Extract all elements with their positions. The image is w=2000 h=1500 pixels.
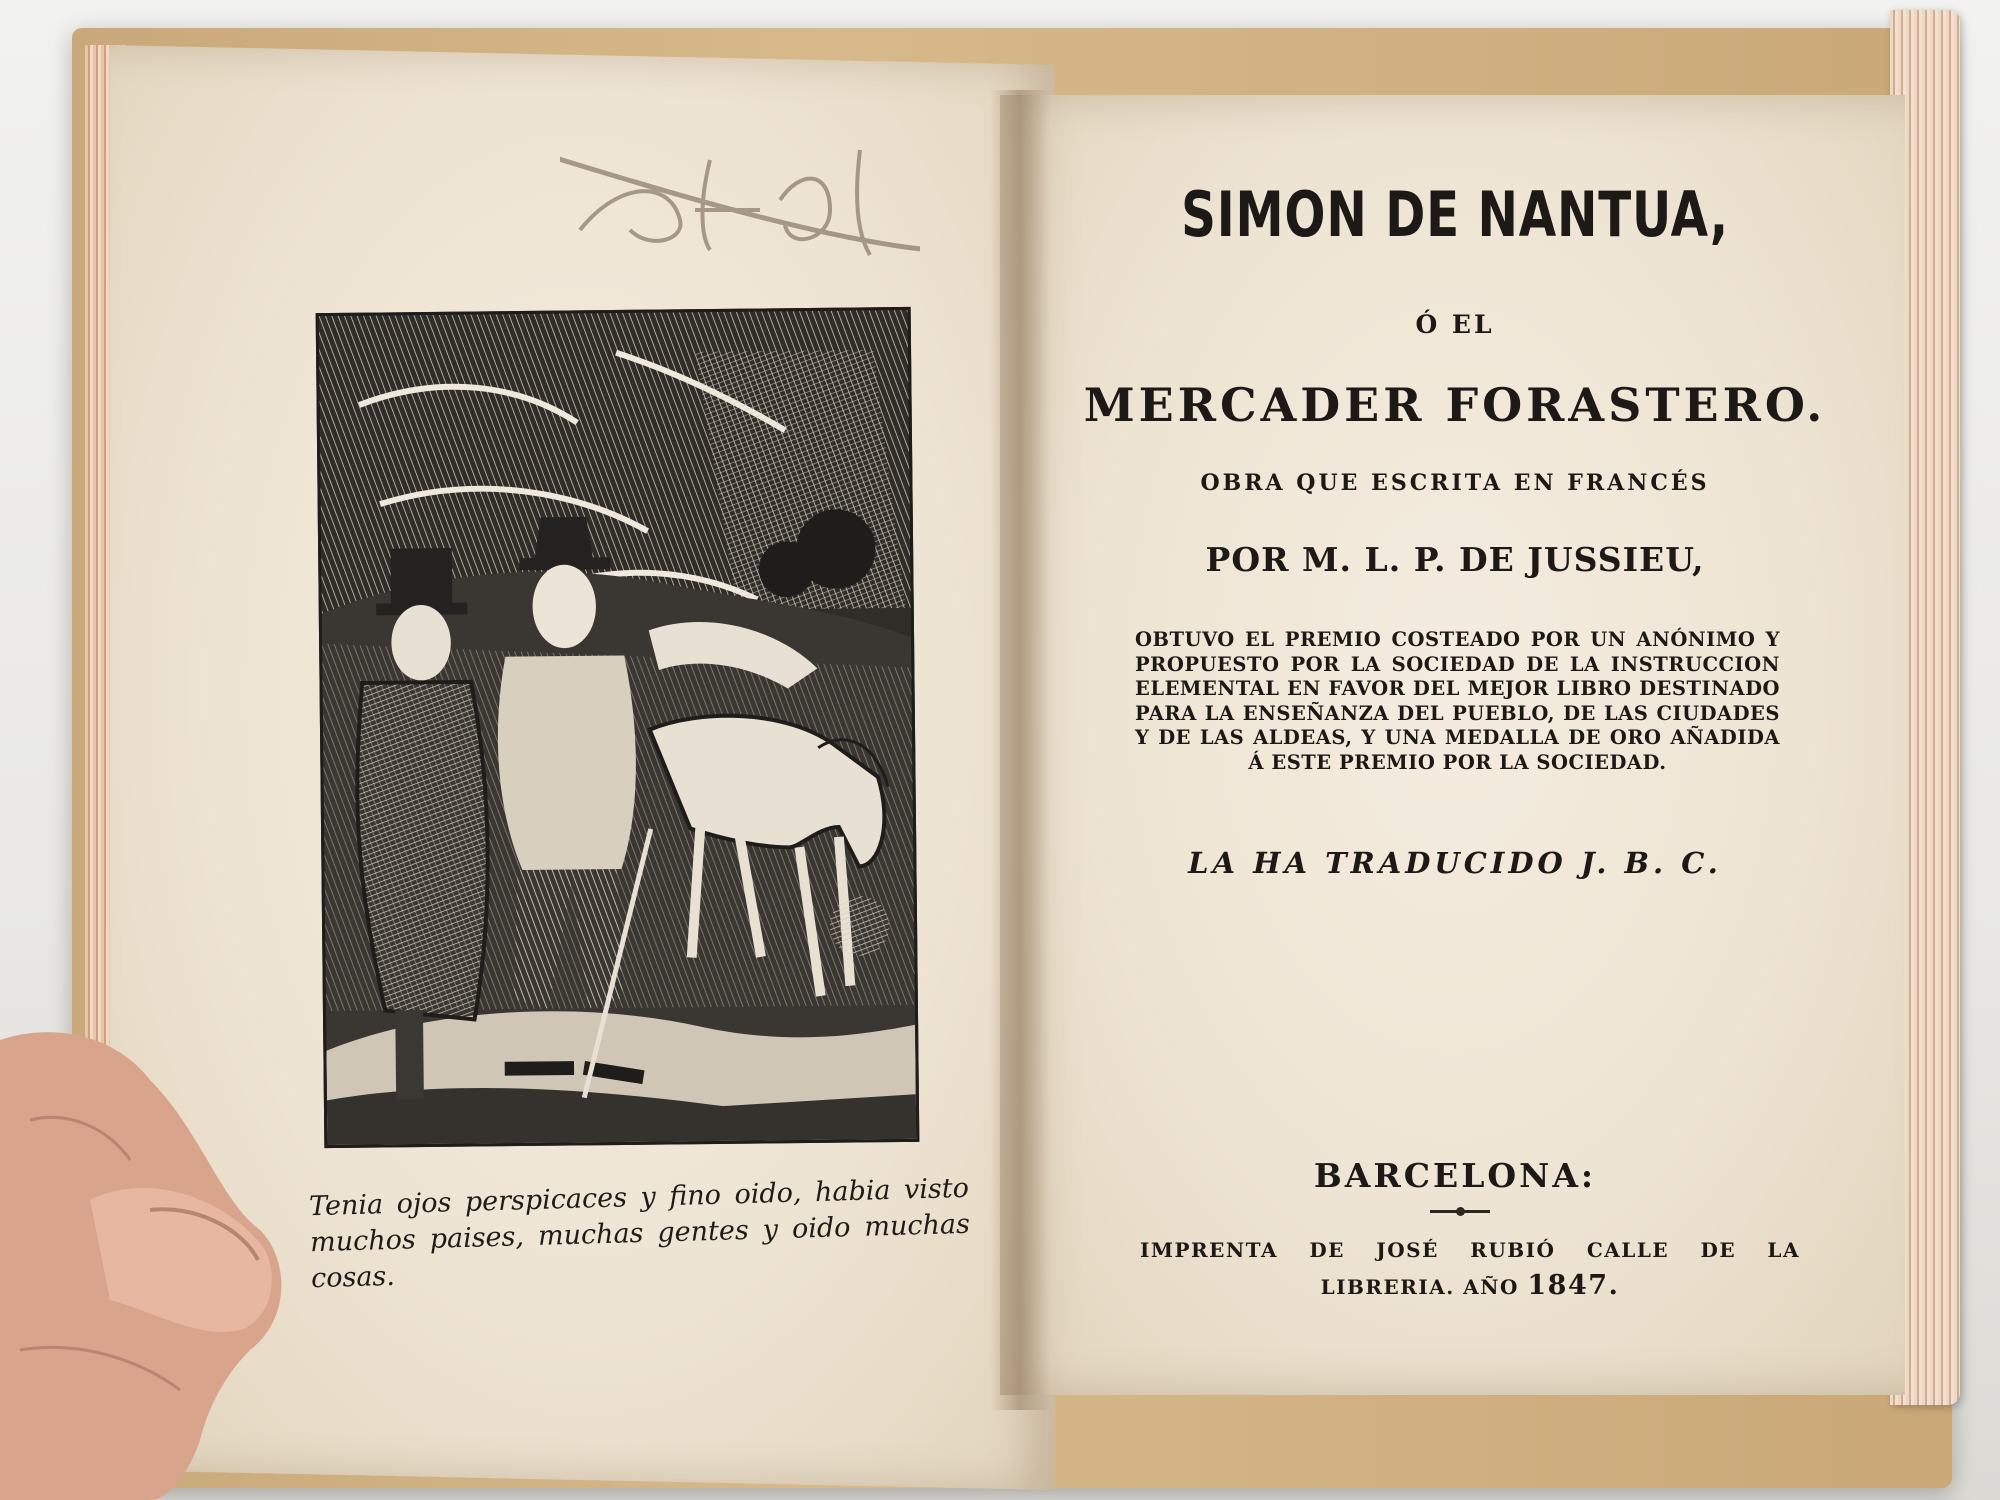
written-in-line: OBRA QUE ESCRITA EN FRANCÉS <box>1200 470 1710 496</box>
ornamental-rule <box>1430 1210 1490 1213</box>
pencil-inscription <box>560 140 920 260</box>
woodcut-caption: Tenia ojos perspicaces y fino oido, habia visto muchos paises, muchas gentes y oido muchas cosas. <box>308 1172 971 1295</box>
author-line: POR M. L. P. DE JUSSIEU, <box>1205 540 1705 579</box>
imprint-year: 1847. <box>1527 1270 1620 1301</box>
holding-hand <box>0 1020 300 1500</box>
prize-description: OBTUVO EL PREMIO COSTEADO POR UN ANÓNIMO Y PROPUESTO POR LA SOCIEDAD DE LA INSTRUCCION ELEMENTAL EN FAVOR DEL MEJOR LIBRO DESTINADO PARA LA ENSEÑANZA DEL PUEBLO, DE LAS CIUDADES Y DE LAS ALDEAS, Y UNA MEDALLA DE ORO AÑADIDA Á ESTE PREMIO POR LA SOCIEDAD. <box>1135 628 1780 774</box>
publication-city: BARCELONA: <box>1313 1156 1597 1195</box>
title-connector: Ó EL <box>1415 310 1495 339</box>
imprint-text: IMPRENTA DE JOSÉ RUBIÓ CALLE DE LA LIBRERIA. AÑO <box>1140 1238 1800 1299</box>
book-title: SIMON DE NANTUA, <box>1181 178 1729 251</box>
imprint <box>1140 1232 1800 1305</box>
woodcut-illustration <box>316 307 920 1148</box>
book-gutter <box>990 90 1050 1410</box>
book-subtitle: MERCADER FORASTERO. <box>1083 378 1827 432</box>
translator-line: LA HA TRADUCIDO J. B. C. <box>1188 846 1722 880</box>
